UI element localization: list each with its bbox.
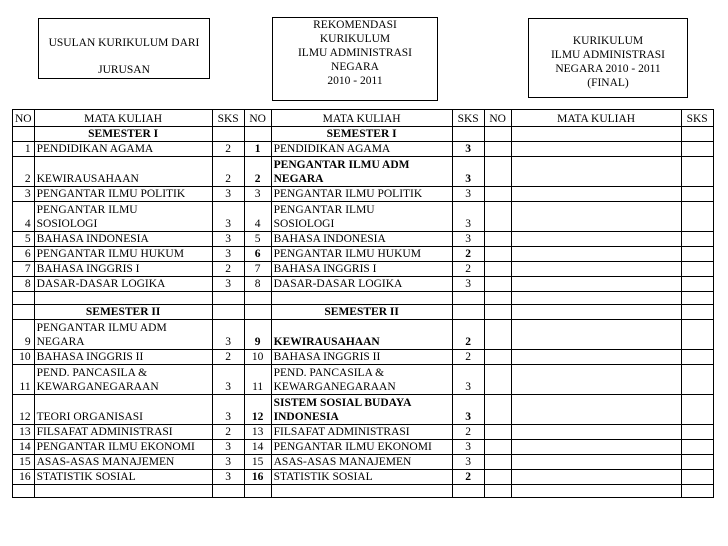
empty-cell: [681, 127, 713, 142]
course-name-line: FILSAFAT ADMINISTRASI: [273, 426, 410, 438]
course-name-line: KEWARGANEGARAAN: [36, 381, 159, 393]
recommended-course-sks: 2: [452, 247, 484, 262]
col-header-sks-1: SKS: [212, 110, 244, 127]
proposal-course-no: 15: [13, 455, 35, 470]
course-name-line: PENGANTAR ILMU: [273, 204, 375, 216]
proposal-course-name: [34, 277, 212, 292]
final-course-no: [484, 142, 511, 157]
semester-label-middle: SEMESTER II: [271, 305, 452, 320]
final-course-name: [511, 247, 681, 262]
empty-cell: [681, 485, 713, 498]
course-name-line: ASAS-ASAS MANAJEMEN: [36, 456, 175, 468]
recommended-course-sks: 3: [452, 455, 484, 470]
proposal-course-sks: 3: [212, 440, 244, 455]
recommended-course-name: [271, 202, 452, 232]
final-course-sks: [681, 470, 713, 485]
recommended-course-no: 1: [244, 142, 271, 157]
empty-cell: [244, 485, 271, 498]
recommended-course-no: 12: [244, 395, 271, 425]
table-row: [13, 455, 714, 470]
semester-label-left: SEMESTER I: [34, 127, 212, 142]
empty-cell: [511, 485, 681, 498]
proposal-course-no: 16: [13, 470, 35, 485]
recommended-course-sks: 3: [452, 395, 484, 425]
spacer-row: [13, 292, 714, 305]
empty-cell: [484, 305, 511, 320]
recommended-course-name: [271, 142, 452, 157]
final-course-sks: [681, 365, 713, 395]
empty-cell: [681, 292, 713, 305]
recommended-course-sks: 3: [452, 187, 484, 202]
proposal-course-name: [34, 187, 212, 202]
proposal-course-no: 1: [13, 142, 35, 157]
final-course-sks: [681, 202, 713, 232]
table-row: [13, 395, 714, 425]
proposal-course-no: 2: [13, 157, 35, 187]
course-name-line: TEORI ORGANISASI: [36, 411, 143, 423]
course-name-line: PEND. PANCASILA &: [273, 367, 385, 379]
final-header-line-3: NEGARA 2010 - 2011: [555, 63, 661, 75]
proposal-course-sks: 3: [212, 247, 244, 262]
proposal-course-sks: 3: [212, 395, 244, 425]
empty-cell: [271, 292, 452, 305]
recommended-course-name: [271, 262, 452, 277]
empty-cell: [13, 485, 35, 498]
recommended-course-sks: 3: [452, 202, 484, 232]
proposal-course-no: 6: [13, 247, 35, 262]
recommendation-header-line-3: ILMU ADMINISTRASI: [297, 47, 413, 59]
final-course-no: [484, 350, 511, 365]
course-name-line: INDONESIA: [273, 411, 339, 423]
recommended-course-name: [271, 247, 452, 262]
recommended-course-no: 15: [244, 455, 271, 470]
course-name-line: PENGANTAR ILMU POLITIK: [36, 188, 186, 200]
final-course-name: [511, 455, 681, 470]
empty-cell: [34, 292, 212, 305]
empty-cell: [511, 305, 681, 320]
final-course-no: [484, 262, 511, 277]
empty-cell: [212, 127, 244, 142]
table-row: [13, 157, 714, 187]
course-name-line: PENDIDIKAN AGAMA: [273, 143, 391, 155]
course-name-line: KEWIRAUSAHAAN: [36, 173, 139, 185]
recommendation-header-line-1: REKOMENDASI: [313, 19, 397, 31]
recommended-course-no: 11: [244, 365, 271, 395]
recommended-course-no: 3: [244, 187, 271, 202]
course-name-line: SOSIOLOGI: [273, 218, 335, 230]
recommended-course-sks: 2: [452, 425, 484, 440]
col-header-no-2: NO: [244, 110, 271, 127]
proposal-course-name: [34, 247, 212, 262]
proposal-course-name: [34, 142, 212, 157]
recommended-course-name: [271, 350, 452, 365]
recommendation-header-line-4: NEGARA: [331, 61, 379, 73]
proposal-course-name: [34, 395, 212, 425]
recommended-course-sks: 3: [452, 365, 484, 395]
table-row: [13, 425, 714, 440]
course-name-line: FILSAFAT ADMINISTRASI: [36, 426, 173, 438]
final-course-name: [511, 365, 681, 395]
final-course-name: [511, 157, 681, 187]
empty-cell: [244, 292, 271, 305]
proposal-course-no: 8: [13, 277, 35, 292]
final-course-sks: [681, 247, 713, 262]
course-name-line: BAHASA INGGRIS II: [273, 351, 381, 363]
final-course-name: [511, 320, 681, 350]
proposal-course-name: [34, 320, 212, 350]
proposal-course-name: [34, 157, 212, 187]
empty-cell: [212, 292, 244, 305]
final-course-name: [511, 440, 681, 455]
proposal-course-no: 14: [13, 440, 35, 455]
final-course-no: [484, 187, 511, 202]
final-course-sks: [681, 232, 713, 247]
table-row: [13, 187, 714, 202]
empty-cell: [511, 292, 681, 305]
recommended-course-sks: 3: [452, 277, 484, 292]
recommendation-header-line-5: 2010 - 2011: [327, 75, 383, 87]
final-course-sks: [681, 350, 713, 365]
final-course-no: [484, 395, 511, 425]
empty-cell: [484, 127, 511, 142]
empty-cell: [13, 127, 35, 142]
final-header-line-4: (FINAL): [587, 77, 629, 89]
empty-cell: [212, 305, 244, 320]
final-course-name: [511, 277, 681, 292]
table-row: [13, 142, 714, 157]
recommended-course-name: [271, 277, 452, 292]
recommended-course-no: 6: [244, 247, 271, 262]
recommended-course-sks: 2: [452, 320, 484, 350]
proposal-course-name: [34, 455, 212, 470]
semester-label-left: SEMESTER II: [34, 305, 212, 320]
recommended-course-sks: 2: [452, 350, 484, 365]
proposal-course-sks: 3: [212, 470, 244, 485]
proposal-course-no: 5: [13, 232, 35, 247]
final-course-sks: [681, 455, 713, 470]
proposal-course-no: 11: [13, 365, 35, 395]
final-course-no: [484, 157, 511, 187]
proposal-course-name: [34, 202, 212, 232]
recommended-course-name: [271, 320, 452, 350]
semester-header-row: [13, 127, 714, 142]
final-course-sks: [681, 440, 713, 455]
proposal-course-name: [34, 440, 212, 455]
recommended-course-name: [271, 157, 452, 187]
final-course-sks: [681, 395, 713, 425]
proposal-course-sks: 2: [212, 350, 244, 365]
final-curriculum-header-box: [528, 18, 688, 98]
course-name-line: PENGANTAR ILMU EKONOMI: [273, 441, 432, 453]
course-name-line: BAHASA INGGRIS I: [36, 263, 140, 275]
empty-cell: [13, 292, 35, 305]
final-course-sks: [681, 157, 713, 187]
course-name-line: PENGANTAR ILMU HUKUM: [273, 248, 421, 260]
recommended-course-sks: 3: [452, 157, 484, 187]
recommended-course-no: 4: [244, 202, 271, 232]
proposal-course-sks: 2: [212, 262, 244, 277]
recommended-course-sks: 3: [452, 440, 484, 455]
proposal-header-box: [38, 18, 210, 79]
final-course-no: [484, 320, 511, 350]
course-name-line: KEWIRAUSAHAAN: [273, 336, 380, 348]
recommended-course-name: [271, 395, 452, 425]
curriculum-table-body: [13, 110, 714, 498]
proposal-course-no: 13: [13, 425, 35, 440]
table-row: [13, 440, 714, 455]
final-course-name: [511, 187, 681, 202]
proposal-course-no: 12: [13, 395, 35, 425]
final-course-no: [484, 365, 511, 395]
recommended-course-sks: 2: [452, 262, 484, 277]
course-name-line: ASAS-ASAS MANAJEMEN: [273, 456, 412, 468]
proposal-course-sks: 3: [212, 202, 244, 232]
empty-cell: [452, 127, 484, 142]
empty-cell: [452, 305, 484, 320]
final-course-sks: [681, 187, 713, 202]
final-course-name: [511, 395, 681, 425]
final-course-name: [511, 350, 681, 365]
recommended-course-no: 16: [244, 470, 271, 485]
course-name-line: KEWARGANEGARAAN: [273, 381, 396, 393]
table-row: [13, 320, 714, 350]
proposal-course-sks: 3: [212, 277, 244, 292]
recommended-course-name: [271, 440, 452, 455]
course-name-line: DASAR-DASAR LOGIKA: [273, 278, 403, 290]
empty-cell: [484, 292, 511, 305]
course-name-line: BAHASA INGGRIS II: [36, 351, 144, 363]
empty-cell: [484, 485, 511, 498]
recommended-course-name: [271, 455, 452, 470]
proposal-course-no: 4: [13, 202, 35, 232]
semester-label-middle: SEMESTER I: [271, 127, 452, 142]
empty-cell: [271, 485, 452, 498]
recommended-course-no: 10: [244, 350, 271, 365]
final-course-no: [484, 440, 511, 455]
proposal-header-line-1: USULAN KURIKULUM DARI: [48, 37, 200, 49]
proposal-course-name: [34, 470, 212, 485]
final-course-name: [511, 202, 681, 232]
table-row: [13, 365, 714, 395]
course-name-line: NEGARA: [36, 336, 85, 348]
empty-cell: [13, 305, 35, 320]
recommendation-header-line-2: KURIKULUM: [319, 33, 391, 45]
recommended-course-sks: 2: [452, 470, 484, 485]
table-row: [13, 202, 714, 232]
course-name-line: STATISTIK SOSIAL: [273, 471, 373, 483]
col-header-sks-2: SKS: [452, 110, 484, 127]
empty-cell: [511, 127, 681, 142]
recommended-course-no: 8: [244, 277, 271, 292]
col-header-course-1: MATA KULIAH: [34, 110, 212, 127]
course-name-line: PEND. PANCASILA &: [36, 367, 148, 379]
recommended-course-no: 13: [244, 425, 271, 440]
recommended-course-no: 7: [244, 262, 271, 277]
empty-cell: [452, 292, 484, 305]
recommended-course-sks: 3: [452, 232, 484, 247]
proposal-course-no: 9: [13, 320, 35, 350]
curriculum-table: [12, 109, 714, 498]
table-row: [13, 262, 714, 277]
course-name-line: NEGARA: [273, 173, 324, 185]
final-course-sks: [681, 262, 713, 277]
course-name-line: BAHASA INDONESIA: [273, 233, 386, 245]
col-header-sks-3: SKS: [681, 110, 713, 127]
col-header-course-3: MATA KULIAH: [511, 110, 681, 127]
course-name-line: PENGANTAR ILMU HUKUM: [36, 248, 184, 260]
proposal-course-no: 7: [13, 262, 35, 277]
final-course-no: [484, 202, 511, 232]
proposal-course-sks: 2: [212, 425, 244, 440]
proposal-course-name: [34, 425, 212, 440]
course-name-line: PENGANTAR ILMU POLITIK: [273, 188, 423, 200]
final-course-no: [484, 232, 511, 247]
final-course-name: [511, 232, 681, 247]
empty-cell: [244, 305, 271, 320]
final-course-no: [484, 425, 511, 440]
proposal-course-name: [34, 262, 212, 277]
semester-header-row: [13, 305, 714, 320]
course-name-line: PENGANTAR ILMU ADM: [273, 159, 410, 171]
table-row: [13, 232, 714, 247]
proposal-course-no: 10: [13, 350, 35, 365]
proposal-course-sks: 3: [212, 320, 244, 350]
course-name-line: BAHASA INGGRIS I: [273, 263, 377, 275]
course-name-line: DASAR-DASAR LOGIKA: [36, 278, 166, 290]
recommended-course-no: 14: [244, 440, 271, 455]
proposal-course-sks: 2: [212, 157, 244, 187]
final-header-line-2: ILMU ADMINISTRASI: [550, 49, 666, 61]
final-course-no: [484, 470, 511, 485]
empty-cell: [452, 485, 484, 498]
recommended-course-no: 5: [244, 232, 271, 247]
final-course-no: [484, 247, 511, 262]
proposal-course-no: 3: [13, 187, 35, 202]
spacer-row: [13, 485, 714, 498]
empty-cell: [212, 485, 244, 498]
final-course-name: [511, 262, 681, 277]
course-name-line: SISTEM SOSIAL BUDAYA: [273, 397, 412, 409]
proposal-course-sks: 3: [212, 187, 244, 202]
course-name-line: PENGANTAR ILMU: [36, 204, 138, 216]
course-name-line: STATISTIK SOSIAL: [36, 471, 136, 483]
table-row: [13, 247, 714, 262]
recommended-course-name: [271, 365, 452, 395]
final-course-no: [484, 277, 511, 292]
proposal-header-line-2: JURUSAN: [98, 64, 150, 76]
proposal-course-name: [34, 232, 212, 247]
proposal-course-sks: 3: [212, 232, 244, 247]
recommended-course-name: [271, 425, 452, 440]
course-name-line: PENGANTAR ILMU ADM: [36, 322, 167, 334]
col-header-no-3: NO: [484, 110, 511, 127]
course-name-line: PENDIDIKAN AGAMA: [36, 143, 154, 155]
final-header-line-1: KURIKULUM: [572, 35, 644, 47]
table-header-row: [13, 110, 714, 127]
recommended-course-no: 9: [244, 320, 271, 350]
table-row: [13, 277, 714, 292]
course-name-line: PENGANTAR ILMU EKONOMI: [36, 441, 195, 453]
final-course-sks: [681, 425, 713, 440]
proposal-course-sks: 2: [212, 142, 244, 157]
empty-cell: [244, 127, 271, 142]
course-name-line: SOSIOLOGI: [36, 218, 98, 230]
recommended-course-no: 2: [244, 157, 271, 187]
recommended-course-name: [271, 232, 452, 247]
table-row: [13, 470, 714, 485]
course-name-line: BAHASA INDONESIA: [36, 233, 149, 245]
proposal-course-sks: 3: [212, 365, 244, 395]
final-course-name: [511, 142, 681, 157]
final-course-name: [511, 470, 681, 485]
table-row: [13, 350, 714, 365]
final-course-sks: [681, 320, 713, 350]
proposal-course-name: [34, 350, 212, 365]
recommended-course-sks: 3: [452, 142, 484, 157]
final-course-no: [484, 455, 511, 470]
final-course-name: [511, 425, 681, 440]
final-course-sks: [681, 142, 713, 157]
recommendation-header-box: [272, 17, 438, 101]
empty-cell: [681, 305, 713, 320]
empty-cell: [34, 485, 212, 498]
recommended-course-name: [271, 187, 452, 202]
recommended-course-name: [271, 470, 452, 485]
proposal-course-name: [34, 365, 212, 395]
final-course-sks: [681, 277, 713, 292]
col-header-no-1: NO: [13, 110, 35, 127]
proposal-course-sks: 3: [212, 455, 244, 470]
col-header-course-2: MATA KULIAH: [271, 110, 452, 127]
